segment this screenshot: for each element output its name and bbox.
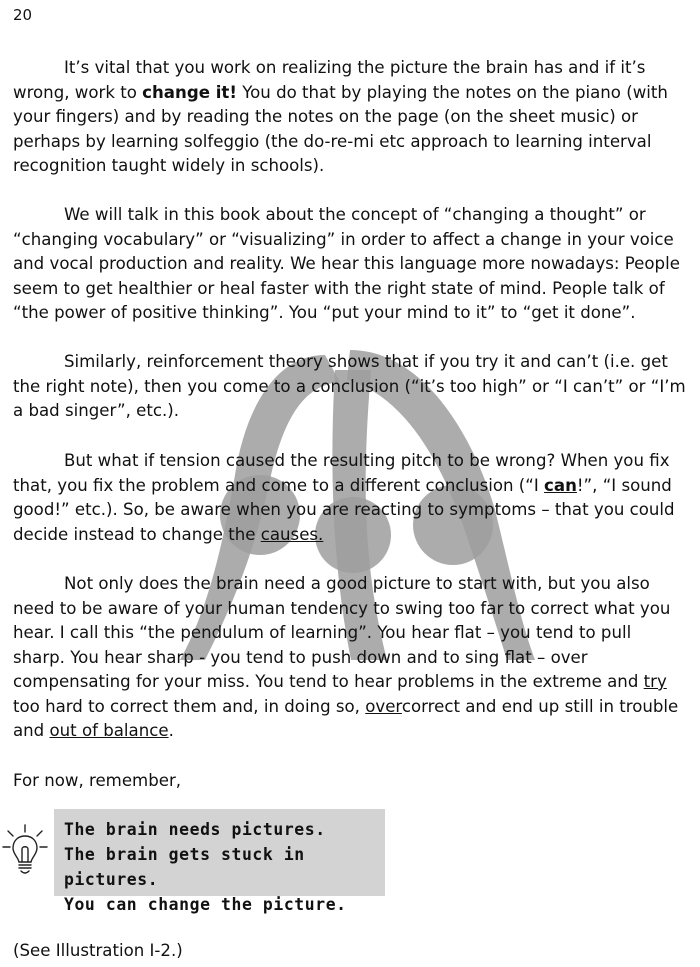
p4-text-c: !”, “I sound good!” etc.). So, be aware when you are reacting to symptoms – that you could decide instead to change the <box>13 475 675 544</box>
illustration-reference: (See Illustration I-2.) <box>13 941 183 960</box>
p1-text-c: You do that by playing the notes on the piano (with your fingers) and by reading the notes on the page (on the sheet music) or perhaps by learning solfeggio (the do-re-mi etc approach to learning interval recognition taught widely in schools). <box>13 82 668 175</box>
p5-text-a: Not only does the brain need a good picture to start with, but you also need to be aware of your human tendency to swing too far to correct what you hear. I call this “the pendulum of learning”. You hear flat – you tend to pull sharp. You hear sharp - you tend to push down and to sing flat – over compensating for your miss. You tend to hear problems in the extreme and <box>13 574 671 691</box>
paragraph-5 <box>13 572 688 744</box>
p1-emphasis: change it! <box>142 82 237 102</box>
paragraph-4 <box>13 449 688 547</box>
callout-line-1: The brain needs pictures. <box>64 820 326 839</box>
p1-text-a: It’s vital that you work on realizing the picture the brain has and if it’s wrong, work to <box>13 58 646 102</box>
lightbulb-icon <box>2 823 48 879</box>
callout-lines <box>64 817 385 917</box>
p5-underline-try: try <box>643 672 667 691</box>
p5-underline-out-of-balance: out of balance <box>49 721 169 740</box>
paragraph-1 <box>13 56 688 179</box>
page-number: 20 <box>13 6 33 24</box>
p5-underline-over: over <box>365 696 402 716</box>
callout-line-3: You can change the picture. <box>64 895 347 914</box>
p5-text-g: . <box>168 721 174 740</box>
callout-box <box>54 809 385 914</box>
p5-text-c: too hard to correct them and, in doing so, <box>13 696 366 716</box>
remember-line: For now, remember, <box>13 771 182 790</box>
callout-line-2: The brain gets stuck in pictures. <box>64 845 305 889</box>
p4-text-a: But what if tension caused the resulting pitch to be wrong? When you fix that, you fix the problem and come to a different conclusion (“I <box>13 451 670 495</box>
p4-emphasis-can: can <box>544 475 577 495</box>
p5-text-e: correct and end up still in trouble and <box>13 696 679 740</box>
p4-underline-causes: causes. <box>260 524 324 544</box>
paragraph-3: Similarly, reinforcement theory shows that if you try it and can’t (i.e. get the right note), then you come to a conclusion (“it’s too high” or “I can’t” or “I’m a bad singer”, etc.). <box>13 352 686 420</box>
paragraph-2: We will talk in this book about the concept of “changing a thought” or “changing vocabulary” or “visualizing” in order to affect a change in your voice and vocal production and reality. We hear this language more nowadays: People seem to get healthier or heal faster with the right state of mind. People talk of “the power of positive thinking”. You “put your mind to it” to “get it done”. <box>13 205 680 322</box>
